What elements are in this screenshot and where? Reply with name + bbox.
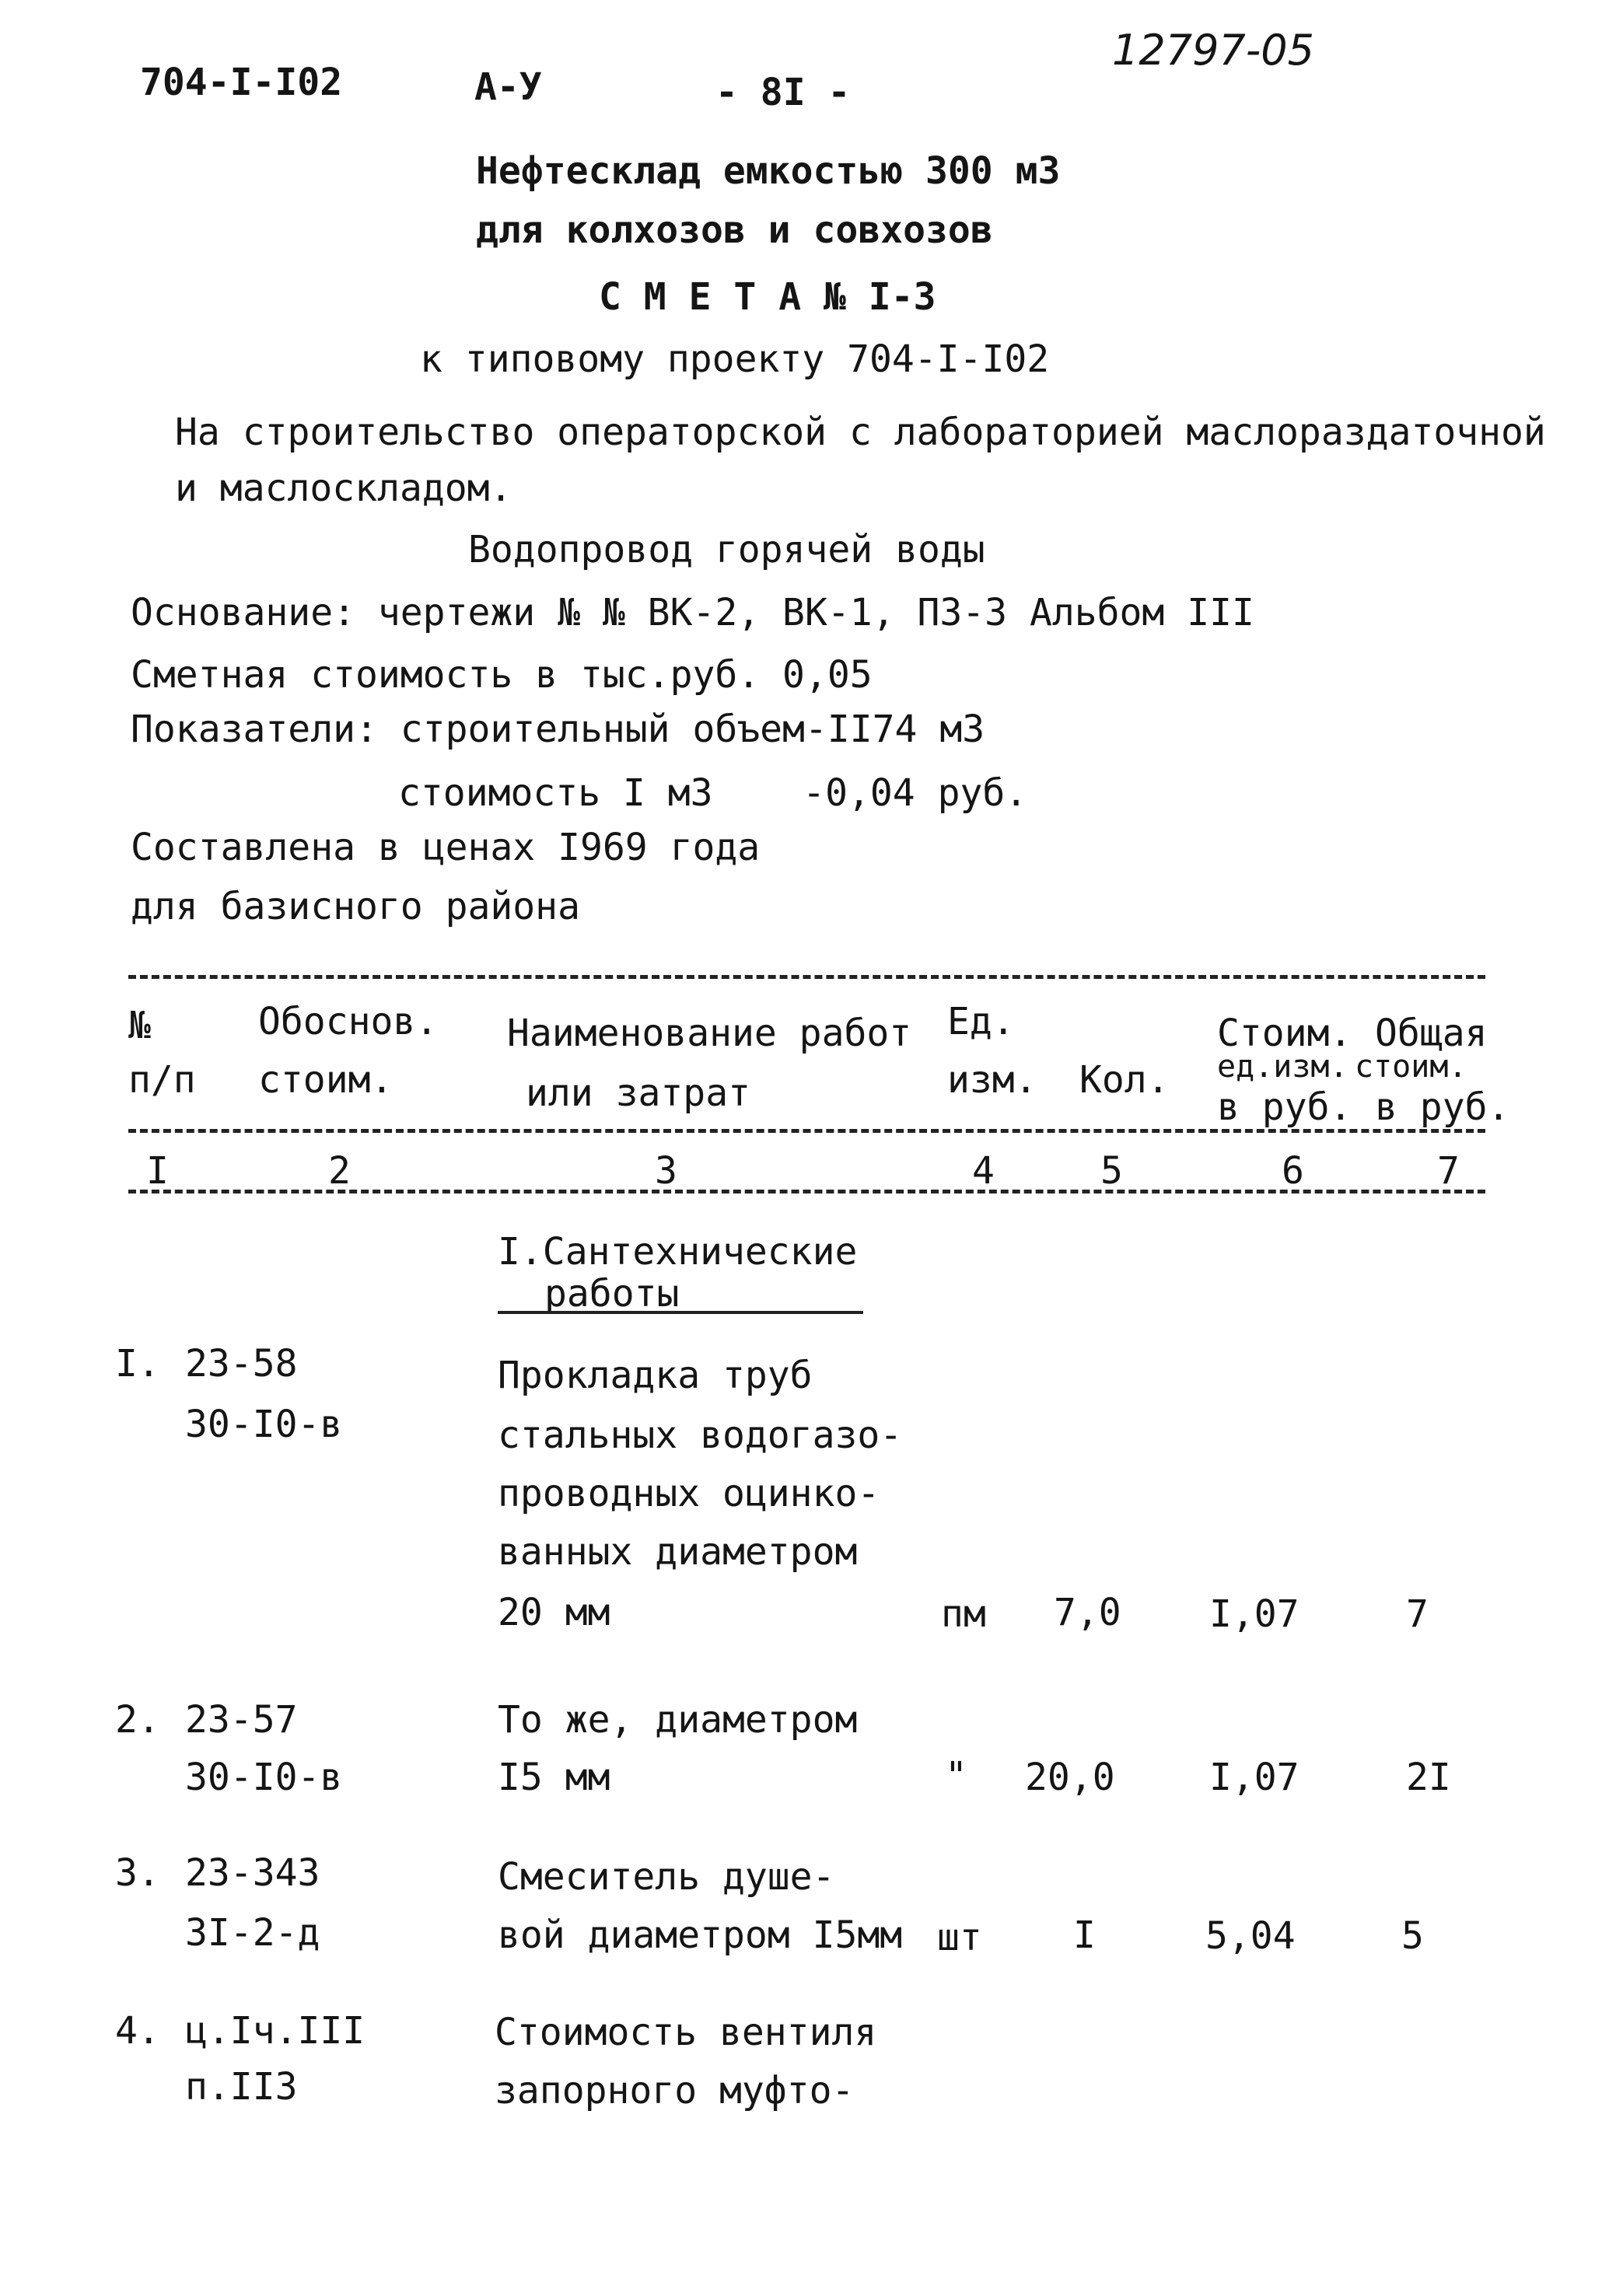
row3-num: 3. [115, 1851, 160, 1895]
row2-name-l2: I5 мм [498, 1756, 610, 1799]
row3-price: 5,04 [1205, 1914, 1296, 1958]
colnum-4: 4 [972, 1149, 995, 1193]
row1-basis-l1: 23-58 [185, 1342, 298, 1386]
row3-qty: I [1073, 1913, 1096, 1957]
row1-name-l2: стальных водогазо- [498, 1414, 903, 1457]
estimated-cost: Сметная стоимость в тыс.руб. 0,05 [131, 653, 873, 697]
row1-name-l4: ванных диаметром [498, 1530, 858, 1574]
section-title-l1: I.Сантехнические [498, 1230, 858, 1274]
project-reference: к типовому проекту 704-I-I02 [420, 337, 1050, 381]
col4-header-l2: изм. [947, 1058, 1037, 1102]
row3-unit: шт [937, 1916, 982, 1959]
purpose-line1: На строительство операторской с лабораторией маслораздаточной [175, 411, 1546, 454]
column-number-rule [128, 1190, 1485, 1193]
prices-line1: Составлена в ценах I969 года [131, 826, 761, 869]
row1-name-l1: Прокладка труб [498, 1354, 813, 1397]
handwritten-number: 12797-05 [1112, 26, 1314, 75]
col3-header-l2: или затрат [526, 1071, 750, 1115]
row2-unit: " [945, 1754, 967, 1798]
title-line2: для колхозов и совхозов [476, 208, 993, 252]
row3-name-l1: Смеситель душе- [498, 1855, 835, 1899]
row1-name-l5: 20 мм [498, 1591, 610, 1634]
row4-name-l1: Стоимость вентиля [495, 2011, 877, 2054]
section-title-underline [498, 1311, 863, 1314]
colnum-5: 5 [1100, 1149, 1123, 1193]
col5-header: Кол. [1079, 1058, 1170, 1102]
colnum-6: 6 [1282, 1149, 1304, 1193]
row1-qty: 7,0 [1054, 1591, 1121, 1634]
colnum-7: 7 [1437, 1149, 1460, 1193]
col7-header-l3: в руб. [1375, 1085, 1510, 1129]
col1-header-l1: № [128, 1004, 151, 1047]
estimate-title: С М Е Т А № I-3 [599, 275, 936, 319]
row2-basis-l2: 30-I0-в [185, 1756, 343, 1799]
row1-unit: пм [941, 1592, 986, 1636]
row3-total: 5 [1401, 1914, 1424, 1958]
colnum-2: 2 [328, 1149, 351, 1193]
row2-price: I,07 [1209, 1756, 1299, 1799]
indicators: Показатели: строительный объем-II74 м3 [131, 708, 985, 751]
row2-qty: 20,0 [1025, 1756, 1115, 1799]
unit-cost: стоимость I м3 -0,04 руб. [398, 771, 1028, 815]
row4-basis-l1: ц.Iч.III [185, 2009, 366, 2053]
row4-basis-l2: п.II3 [185, 2065, 298, 2109]
col7-header-l1: Общая [1375, 1012, 1488, 1055]
row3-name-l2: вой диаметром I5мм [498, 1913, 903, 1957]
basis-line: Основание: чертежи № № ВК-2, ВК-1, ПЗ-3 Альбом III [131, 591, 1254, 634]
colnum-3: 3 [655, 1149, 677, 1193]
col2-header-l1: Обоснов. [258, 1000, 439, 1043]
row2-name-l1: То же, диаметром [498, 1698, 858, 1742]
title-line1: Нефтесклад емкостью 300 м3 [476, 149, 1061, 193]
section-code: А-У [474, 65, 542, 109]
col1-header-l2: п/п [128, 1058, 196, 1102]
system-name: Водопровод горячей воды [468, 528, 985, 571]
section-title-l2: работы [544, 1272, 680, 1316]
purpose-line2: и маслоскладом. [175, 467, 512, 510]
table-top-rule [128, 975, 1485, 979]
col3-header-l1: Наименование работ [507, 1012, 912, 1055]
row2-basis-l1: 23-57 [185, 1698, 298, 1742]
row1-num: I. [115, 1342, 160, 1386]
colnum-1: I [146, 1149, 169, 1193]
row4-name-l2: запорного муфто- [495, 2069, 855, 2113]
table-header-rule [128, 1129, 1485, 1133]
row3-basis-l1: 23-343 [185, 1851, 320, 1895]
row3-basis-l2: 3I-2-д [185, 1911, 320, 1955]
row2-total: 2I [1406, 1756, 1451, 1799]
col4-header-l1: Ед. [947, 1000, 1015, 1043]
row1-price: I,07 [1209, 1592, 1299, 1636]
page-number: - 8I - [715, 71, 851, 114]
row4-num: 4. [115, 2009, 160, 2053]
col2-header-l2: стоим. [258, 1058, 394, 1102]
prices-line2: для базисного района [131, 885, 580, 928]
col6-header-l3: в руб. [1217, 1085, 1352, 1129]
row1-total: 7 [1406, 1592, 1429, 1636]
col6-header-l1: Стоим. [1217, 1012, 1352, 1055]
row2-num: 2. [115, 1698, 160, 1742]
col6-header-l2: ед.изм. [1217, 1049, 1348, 1085]
row1-basis-l2: 30-I0-в [185, 1403, 343, 1446]
project-code: 704-I-I02 [140, 61, 343, 104]
col7-header-l2: стоим. [1355, 1049, 1467, 1085]
row1-name-l3: проводных оцинко- [498, 1472, 880, 1515]
